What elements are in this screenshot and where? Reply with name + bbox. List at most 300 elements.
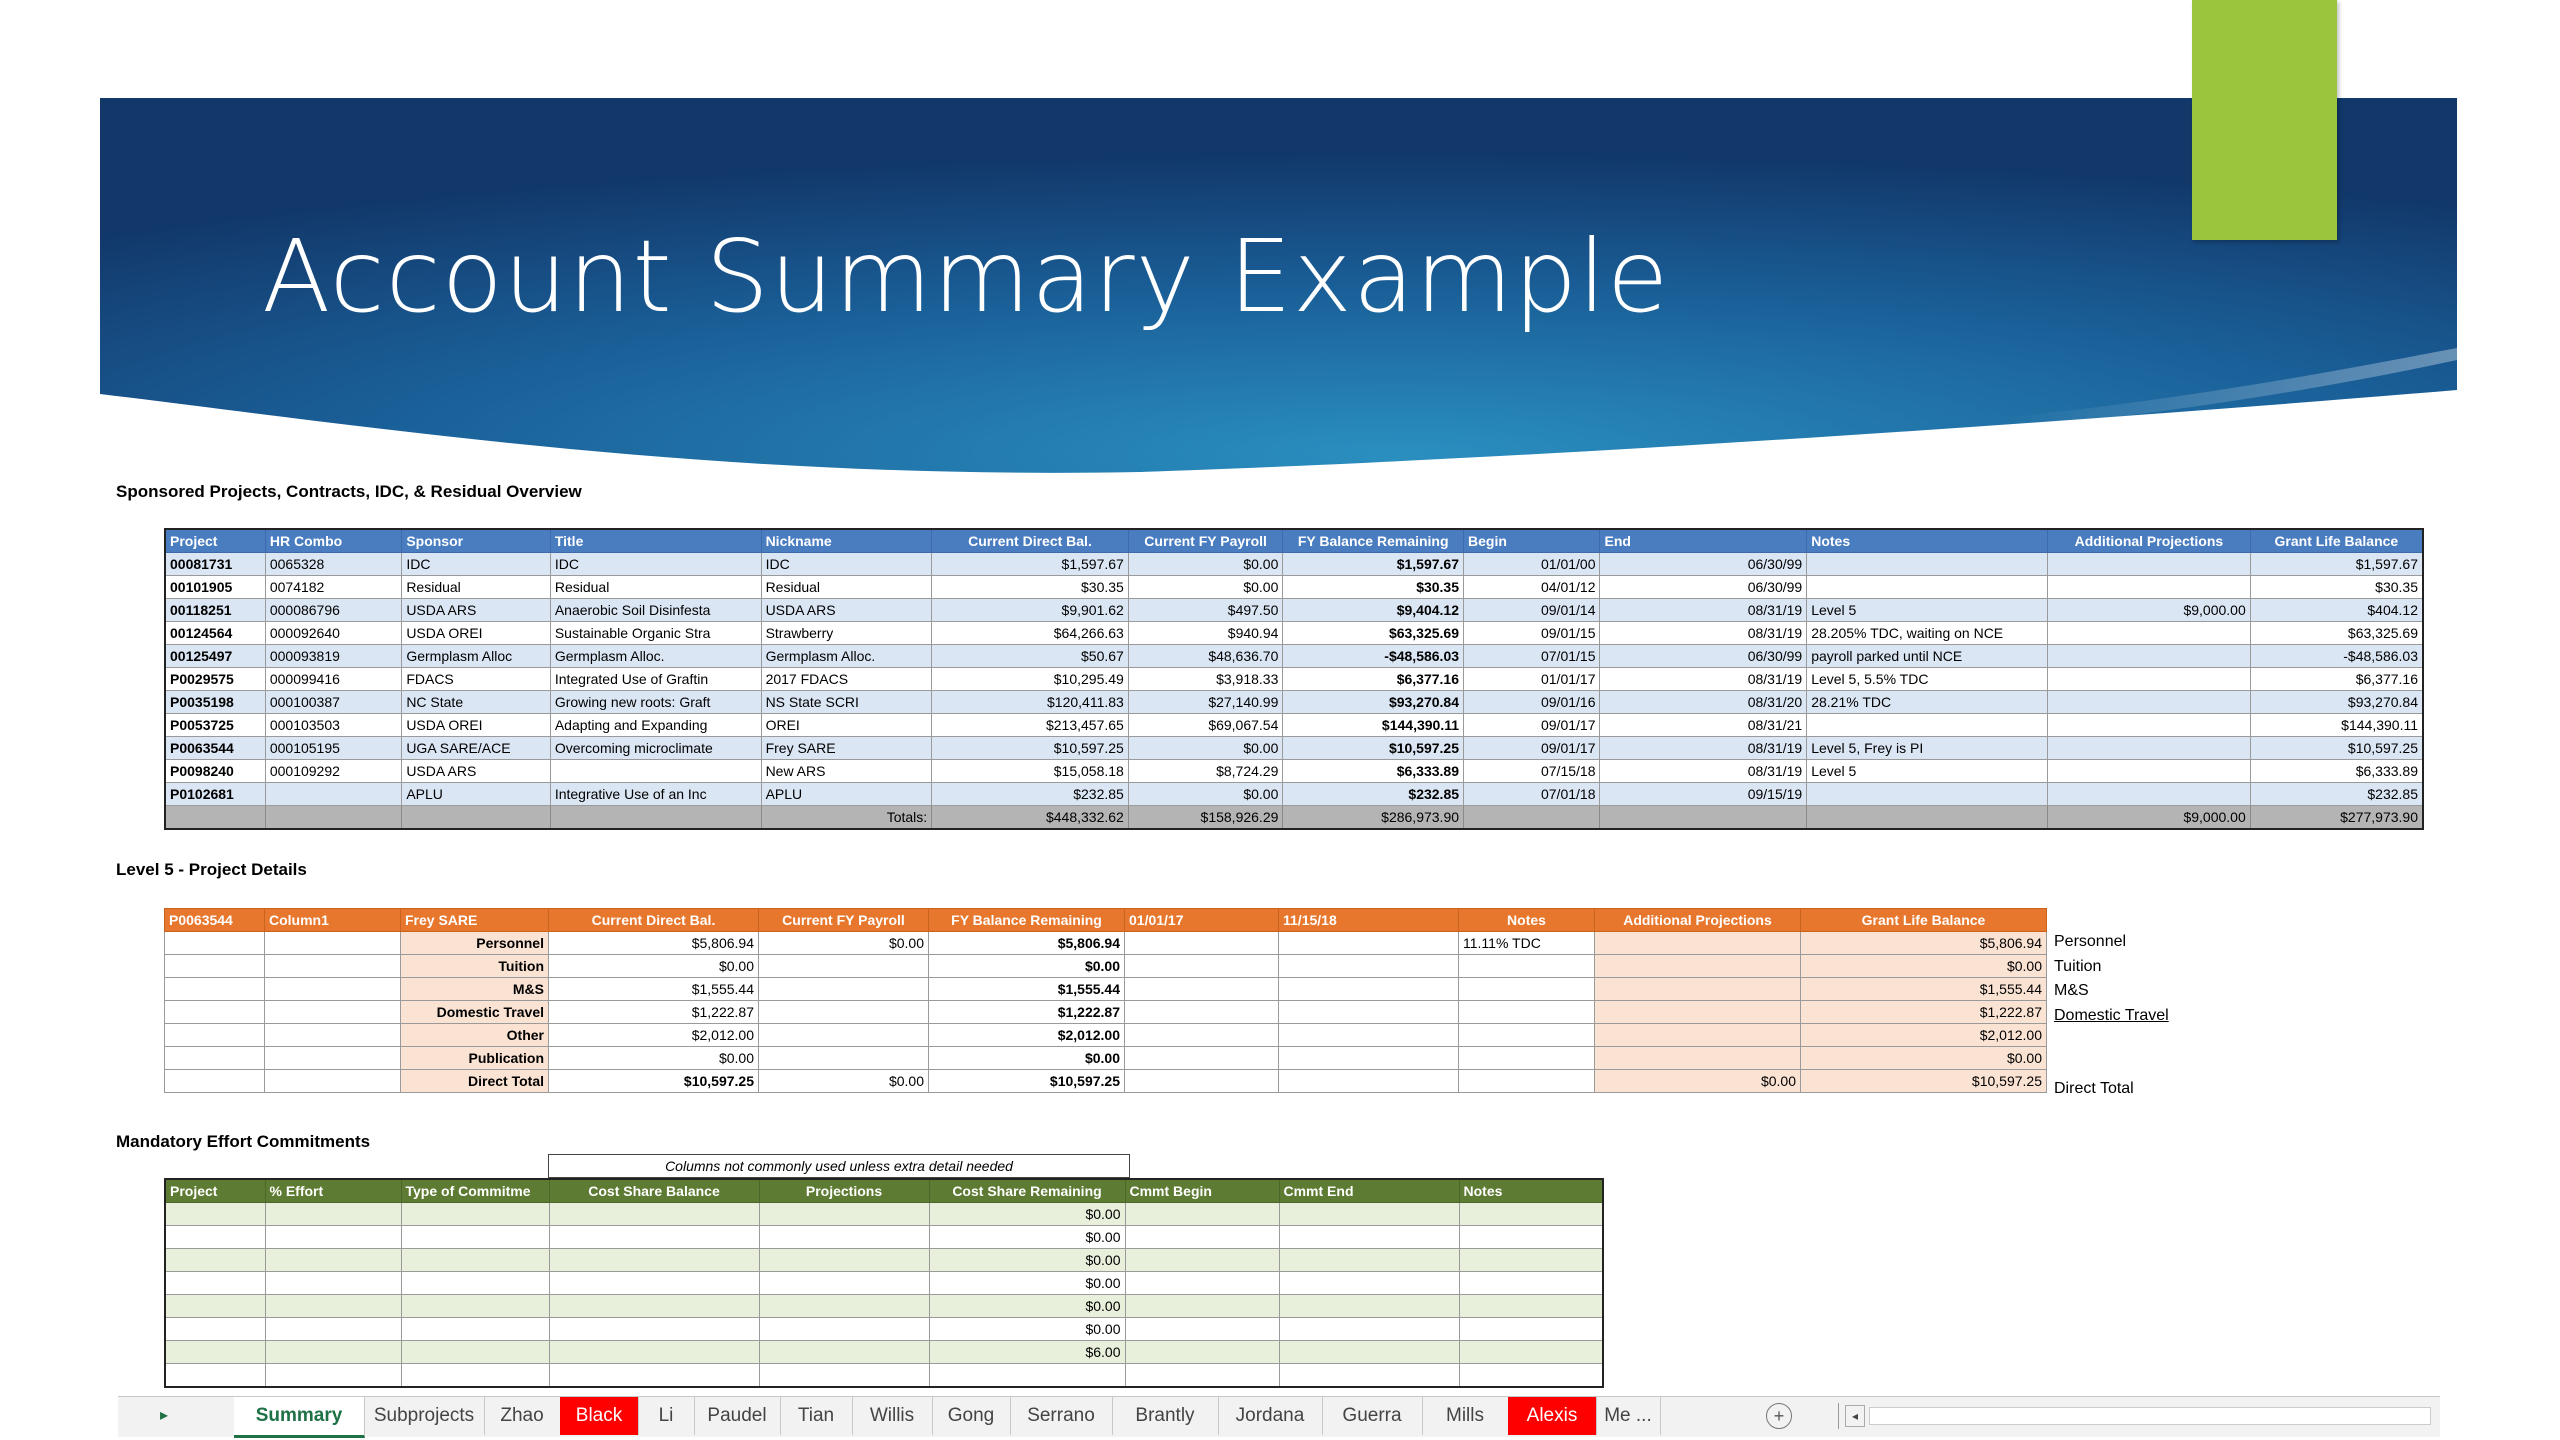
- sheet-tab[interactable]: Li: [638, 1397, 695, 1435]
- table-cell[interactable]: [1459, 1203, 1603, 1226]
- table-cell[interactable]: [549, 1272, 759, 1295]
- table-cell[interactable]: $0.00: [929, 1249, 1125, 1272]
- sheet-tab[interactable]: Black: [560, 1397, 639, 1435]
- table-cell[interactable]: [759, 1203, 929, 1226]
- table-cell[interactable]: 01/01/00: [1464, 553, 1600, 576]
- header-cell[interactable]: Project: [165, 529, 265, 553]
- table-cell[interactable]: Integrated Use of Graftin: [550, 668, 761, 691]
- table-cell[interactable]: $10,597.25: [549, 1070, 759, 1093]
- table-cell[interactable]: [549, 1226, 759, 1249]
- table-cell[interactable]: [1279, 1001, 1459, 1024]
- table-cell[interactable]: $5,806.94: [929, 932, 1125, 955]
- table-cell[interactable]: P0102681: [165, 783, 265, 806]
- table-cell[interactable]: [165, 1249, 265, 1272]
- table-cell[interactable]: 08/31/21: [1600, 714, 1807, 737]
- table-cell[interactable]: [1125, 1001, 1279, 1024]
- table-cell[interactable]: $1,222.87: [549, 1001, 759, 1024]
- table-cell[interactable]: [550, 760, 761, 783]
- sheet-tab[interactable]: Jordana: [1218, 1397, 1323, 1435]
- table-cell[interactable]: 08/31/19: [1600, 599, 1807, 622]
- table-cell[interactable]: [165, 1047, 265, 1070]
- table-cell[interactable]: [1125, 932, 1279, 955]
- header-cell[interactable]: FY Balance Remaining: [1283, 529, 1464, 553]
- table-cell[interactable]: $0.00: [929, 1226, 1125, 1249]
- table-cell[interactable]: $0.00: [929, 1318, 1125, 1341]
- table-cell[interactable]: [165, 1318, 265, 1341]
- table-cell[interactable]: Residual: [550, 576, 761, 599]
- table-cell[interactable]: Germplasm Alloc.: [550, 645, 761, 668]
- table-cell[interactable]: $0.00: [549, 1047, 759, 1070]
- table-cell[interactable]: [2048, 668, 2251, 691]
- sheet-tab[interactable]: Zhao: [484, 1397, 561, 1435]
- totals-cell[interactable]: $9,000.00: [2048, 806, 2251, 830]
- table-cell[interactable]: 08/31/19: [1600, 668, 1807, 691]
- table-cell[interactable]: [759, 1001, 929, 1024]
- table-cell[interactable]: $144,390.11: [2250, 714, 2423, 737]
- totals-cell[interactable]: [165, 806, 265, 830]
- table-cell[interactable]: $2,012.00: [1801, 1024, 2047, 1047]
- table-cell[interactable]: 00081731: [165, 553, 265, 576]
- table-cell[interactable]: [265, 1024, 401, 1047]
- table-cell[interactable]: IDC: [402, 553, 551, 576]
- sheet-tab[interactable]: Guerra: [1322, 1397, 1423, 1435]
- table-cell[interactable]: Overcoming microclimate: [550, 737, 761, 760]
- table-cell[interactable]: [1125, 1070, 1279, 1093]
- table-cell[interactable]: 04/01/12: [1464, 576, 1600, 599]
- table-cell[interactable]: payroll parked until NCE: [1807, 645, 2048, 668]
- table-cell[interactable]: $6,333.89: [1283, 760, 1464, 783]
- table-cell[interactable]: [1595, 1047, 1801, 1070]
- table-cell[interactable]: $5,806.94: [549, 932, 759, 955]
- table-cell[interactable]: [1807, 576, 2048, 599]
- totals-cell[interactable]: Totals:: [761, 806, 932, 830]
- table-cell[interactable]: [165, 1226, 265, 1249]
- horizontal-scrollbar[interactable]: [1838, 1403, 2439, 1429]
- table-cell[interactable]: [759, 1024, 929, 1047]
- table-cell[interactable]: [265, 1295, 401, 1318]
- table-cell[interactable]: [1125, 1249, 1279, 1272]
- table-cell[interactable]: $64,266.63: [932, 622, 1129, 645]
- table-cell[interactable]: New ARS: [761, 760, 932, 783]
- sheet-nav-right-icon[interactable]: ▸: [160, 1407, 169, 1424]
- table-cell[interactable]: [265, 783, 401, 806]
- table-cell[interactable]: OREI: [761, 714, 932, 737]
- table-cell[interactable]: [1595, 955, 1801, 978]
- table-cell[interactable]: 08/31/19: [1600, 622, 1807, 645]
- table-cell[interactable]: [1459, 1295, 1603, 1318]
- table-cell[interactable]: USDA OREI: [402, 622, 551, 645]
- table-cell[interactable]: [1459, 1070, 1595, 1093]
- table-cell[interactable]: [1807, 553, 2048, 576]
- header-cell[interactable]: Cmmt Begin: [1125, 1179, 1279, 1203]
- table-cell[interactable]: 000092640: [265, 622, 401, 645]
- table-cell[interactable]: USDA ARS: [761, 599, 932, 622]
- table-cell[interactable]: 00125497: [165, 645, 265, 668]
- table-cell[interactable]: NS State SCRI: [761, 691, 932, 714]
- table-cell[interactable]: -$48,586.03: [1283, 645, 1464, 668]
- totals-cell[interactable]: $158,926.29: [1128, 806, 1283, 830]
- table-cell[interactable]: [401, 1364, 549, 1388]
- totals-cell[interactable]: [550, 806, 761, 830]
- table-cell[interactable]: Strawberry: [761, 622, 932, 645]
- table-cell[interactable]: [401, 1295, 549, 1318]
- table-cell[interactable]: 09/01/15: [1464, 622, 1600, 645]
- table-cell[interactable]: [549, 1203, 759, 1226]
- table-cell[interactable]: [759, 1341, 929, 1364]
- table-cell[interactable]: Integrative Use of an Inc: [550, 783, 761, 806]
- table-cell[interactable]: $6,377.16: [2250, 668, 2423, 691]
- header-cell[interactable]: HR Combo: [265, 529, 401, 553]
- table-cell[interactable]: [1459, 978, 1595, 1001]
- table-cell[interactable]: $2,012.00: [929, 1024, 1125, 1047]
- totals-cell[interactable]: [1600, 806, 1807, 830]
- table-cell[interactable]: [265, 1272, 401, 1295]
- table-cell[interactable]: IDC: [761, 553, 932, 576]
- totals-cell[interactable]: [402, 806, 551, 830]
- header-cell[interactable]: Current Direct Bal.: [932, 529, 1129, 553]
- table-cell[interactable]: $10,597.25: [932, 737, 1129, 760]
- table-cell[interactable]: [165, 1295, 265, 1318]
- category-cell[interactable]: M&S: [401, 978, 549, 1001]
- table-cell[interactable]: USDA OREI: [402, 714, 551, 737]
- table-cell[interactable]: [1279, 1341, 1459, 1364]
- sheet-tab[interactable]: Me ...: [1596, 1397, 1661, 1435]
- header-cell[interactable]: Additional Projections: [2048, 529, 2251, 553]
- table-cell[interactable]: $63,325.69: [1283, 622, 1464, 645]
- table-cell[interactable]: $0.00: [549, 955, 759, 978]
- table-cell[interactable]: [1125, 1024, 1279, 1047]
- sheet-tab[interactable]: Serrano: [1010, 1397, 1113, 1435]
- header-cell[interactable]: Current Direct Bal.: [549, 909, 759, 932]
- table-cell[interactable]: [1279, 1249, 1459, 1272]
- table-cell[interactable]: [2048, 691, 2251, 714]
- table-cell[interactable]: NC State: [402, 691, 551, 714]
- table-cell[interactable]: [1279, 1070, 1459, 1093]
- table-cell[interactable]: [265, 932, 401, 955]
- table-cell[interactable]: $15,058.18: [932, 760, 1129, 783]
- table-cell[interactable]: $1,597.67: [1283, 553, 1464, 576]
- table-cell[interactable]: $3,918.33: [1128, 668, 1283, 691]
- table-cell[interactable]: 000086796: [265, 599, 401, 622]
- table-cell[interactable]: Adapting and Expanding: [550, 714, 761, 737]
- table-cell[interactable]: $30.35: [1283, 576, 1464, 599]
- table-cell[interactable]: -$48,586.03: [2250, 645, 2423, 668]
- table-cell[interactable]: 000100387: [265, 691, 401, 714]
- table-cell[interactable]: $30.35: [2250, 576, 2423, 599]
- scroll-track[interactable]: [1869, 1407, 2431, 1425]
- table-cell[interactable]: IDC: [550, 553, 761, 576]
- table-cell[interactable]: [165, 978, 265, 1001]
- table-cell[interactable]: $213,457.65: [932, 714, 1129, 737]
- table-cell[interactable]: $9,901.62: [932, 599, 1129, 622]
- table-cell[interactable]: [929, 1364, 1125, 1388]
- table-cell[interactable]: [549, 1318, 759, 1341]
- table-cell[interactable]: Sustainable Organic Stra: [550, 622, 761, 645]
- table-cell[interactable]: [759, 1226, 929, 1249]
- table-cell[interactable]: $0.00: [929, 1203, 1125, 1226]
- table-cell[interactable]: [1125, 1047, 1279, 1070]
- table-cell[interactable]: 00101905: [165, 576, 265, 599]
- table-cell[interactable]: [1125, 1341, 1279, 1364]
- category-cell[interactable]: Domestic Travel: [401, 1001, 549, 1024]
- header-cell[interactable]: Cost Share Balance: [549, 1179, 759, 1203]
- table-cell[interactable]: [1279, 1318, 1459, 1341]
- header-cell[interactable]: Additional Projections: [1595, 909, 1801, 932]
- header-cell[interactable]: Notes: [1807, 529, 2048, 553]
- table-cell[interactable]: 000093819: [265, 645, 401, 668]
- table-cell[interactable]: [165, 1272, 265, 1295]
- table-cell[interactable]: $404.12: [2250, 599, 2423, 622]
- table-cell[interactable]: 2017 FDACS: [761, 668, 932, 691]
- table-cell[interactable]: $9,404.12: [1283, 599, 1464, 622]
- table-cell[interactable]: [759, 1295, 929, 1318]
- totals-cell[interactable]: $277,973.90: [2250, 806, 2423, 830]
- table-cell[interactable]: $27,140.99: [1128, 691, 1283, 714]
- table-cell[interactable]: [1279, 932, 1459, 955]
- header-cell[interactable]: Title: [550, 529, 761, 553]
- table-cell[interactable]: [2048, 622, 2251, 645]
- table-cell[interactable]: [165, 1070, 265, 1093]
- table-cell[interactable]: 07/15/18: [1464, 760, 1600, 783]
- table-cell[interactable]: $1,597.67: [2250, 553, 2423, 576]
- table-cell[interactable]: 000103503: [265, 714, 401, 737]
- sheet-tab[interactable]: Summary: [234, 1397, 365, 1438]
- table-cell[interactable]: P0098240: [165, 760, 265, 783]
- table-cell[interactable]: [1595, 1024, 1801, 1047]
- sheet-tab[interactable]: Brantly: [1112, 1397, 1219, 1435]
- sheet-tab[interactable]: Mills: [1422, 1397, 1509, 1435]
- table-cell[interactable]: [401, 1226, 549, 1249]
- table-cell[interactable]: [1459, 1318, 1603, 1341]
- header-cell[interactable]: 11/15/18: [1279, 909, 1459, 932]
- table-cell[interactable]: 09/01/16: [1464, 691, 1600, 714]
- table-cell[interactable]: $1,222.87: [929, 1001, 1125, 1024]
- table-cell[interactable]: $10,597.25: [929, 1070, 1125, 1093]
- header-cell[interactable]: Frey SARE: [401, 909, 549, 932]
- table-cell[interactable]: $93,270.84: [2250, 691, 2423, 714]
- table-cell[interactable]: [759, 1047, 929, 1070]
- table-cell[interactable]: $6,377.16: [1283, 668, 1464, 691]
- table-cell[interactable]: [759, 1364, 929, 1388]
- table-cell[interactable]: [265, 1226, 401, 1249]
- table-cell[interactable]: [1459, 1047, 1595, 1070]
- table-cell[interactable]: 08/31/20: [1600, 691, 1807, 714]
- table-cell[interactable]: [401, 1318, 549, 1341]
- table-cell[interactable]: [1125, 1272, 1279, 1295]
- table-cell[interactable]: P0053725: [165, 714, 265, 737]
- table-cell[interactable]: $0.00: [759, 932, 929, 955]
- sheet-tab[interactable]: Paudel: [694, 1397, 781, 1435]
- table-cell[interactable]: P0029575: [165, 668, 265, 691]
- table-cell[interactable]: $6.00: [929, 1341, 1125, 1364]
- table-cell[interactable]: [2048, 553, 2251, 576]
- table-cell[interactable]: $5,806.94: [1801, 932, 2047, 955]
- table-cell[interactable]: $940.94: [1128, 622, 1283, 645]
- table-cell[interactable]: $8,724.29: [1128, 760, 1283, 783]
- table-cell[interactable]: [1279, 1203, 1459, 1226]
- table-cell[interactable]: [759, 955, 929, 978]
- table-cell[interactable]: $0.00: [1128, 783, 1283, 806]
- table-cell[interactable]: $6,333.89: [2250, 760, 2423, 783]
- table-cell[interactable]: [1125, 1364, 1279, 1388]
- table-cell[interactable]: [759, 1249, 929, 1272]
- table-cell[interactable]: 00118251: [165, 599, 265, 622]
- sheet-tab[interactable]: Subprojects: [364, 1397, 485, 1435]
- table-cell[interactable]: 08/31/19: [1600, 737, 1807, 760]
- table-cell[interactable]: $93,270.84: [1283, 691, 1464, 714]
- header-cell[interactable]: FY Balance Remaining: [929, 909, 1125, 932]
- table-cell[interactable]: 09/01/17: [1464, 714, 1600, 737]
- table-cell[interactable]: UGA SARE/ACE: [402, 737, 551, 760]
- table-cell[interactable]: 09/01/14: [1464, 599, 1600, 622]
- table-cell[interactable]: 07/01/15: [1464, 645, 1600, 668]
- table-cell[interactable]: [401, 1272, 549, 1295]
- table-cell[interactable]: $50.67: [932, 645, 1129, 668]
- table-cell[interactable]: $48,636.70: [1128, 645, 1283, 668]
- table-cell[interactable]: Level 5: [1807, 760, 2048, 783]
- table-cell[interactable]: [265, 1070, 401, 1093]
- table-cell[interactable]: [1279, 1364, 1459, 1388]
- table-cell[interactable]: $1,222.87: [1801, 1001, 2047, 1024]
- table-cell[interactable]: [165, 1203, 265, 1226]
- table-cell[interactable]: APLU: [761, 783, 932, 806]
- table-cell[interactable]: $0.00: [1128, 553, 1283, 576]
- header-cell[interactable]: Current FY Payroll: [1128, 529, 1283, 553]
- table-cell[interactable]: [165, 1341, 265, 1364]
- table-cell[interactable]: 09/15/19: [1600, 783, 1807, 806]
- table-cell[interactable]: $0.00: [1801, 955, 2047, 978]
- header-cell[interactable]: End: [1600, 529, 1807, 553]
- table-cell[interactable]: Residual: [761, 576, 932, 599]
- table-cell[interactable]: $0.00: [1128, 737, 1283, 760]
- table-cell[interactable]: [1459, 1364, 1603, 1388]
- add-sheet-icon[interactable]: +: [1766, 1403, 1792, 1429]
- header-cell[interactable]: Notes: [1459, 1179, 1603, 1203]
- table-cell[interactable]: [265, 955, 401, 978]
- table-cell[interactable]: [1125, 1203, 1279, 1226]
- table-cell[interactable]: [759, 978, 929, 1001]
- table-cell[interactable]: $9,000.00: [2048, 599, 2251, 622]
- table-cell[interactable]: Anaerobic Soil Disinfesta: [550, 599, 761, 622]
- table-cell[interactable]: $30.35: [932, 576, 1129, 599]
- table-cell[interactable]: [1125, 1318, 1279, 1341]
- table-cell[interactable]: $10,597.25: [1283, 737, 1464, 760]
- table-cell[interactable]: [1459, 1001, 1595, 1024]
- table-cell[interactable]: [165, 932, 265, 955]
- totals-cell[interactable]: $448,332.62: [932, 806, 1129, 830]
- table-cell[interactable]: [1279, 1226, 1459, 1249]
- header-cell[interactable]: Cost Share Remaining: [929, 1179, 1125, 1203]
- table-cell[interactable]: FDACS: [402, 668, 551, 691]
- table-cell[interactable]: 000105195: [265, 737, 401, 760]
- header-cell[interactable]: Begin: [1464, 529, 1600, 553]
- table-cell[interactable]: $10,597.25: [2250, 737, 2423, 760]
- table-cell[interactable]: Level 5, 5.5% TDC: [1807, 668, 2048, 691]
- header-cell[interactable]: Sponsor: [402, 529, 551, 553]
- table-cell[interactable]: $120,411.83: [932, 691, 1129, 714]
- table-cell[interactable]: $232.85: [2250, 783, 2423, 806]
- table-cell[interactable]: [2048, 645, 2251, 668]
- table-cell[interactable]: $497.50: [1128, 599, 1283, 622]
- category-cell[interactable]: Tuition: [401, 955, 549, 978]
- table-cell[interactable]: $1,597.67: [932, 553, 1129, 576]
- table-cell[interactable]: [1279, 955, 1459, 978]
- table-cell[interactable]: [549, 1341, 759, 1364]
- table-cell[interactable]: Growing new roots: Graft: [550, 691, 761, 714]
- header-cell[interactable]: Type of Commitme: [401, 1179, 549, 1203]
- table-cell[interactable]: [549, 1249, 759, 1272]
- category-cell[interactable]: Direct Total: [401, 1070, 549, 1093]
- sheet-tab[interactable]: Alexis: [1508, 1397, 1597, 1435]
- table-cell[interactable]: [1125, 1226, 1279, 1249]
- table-cell[interactable]: 07/01/18: [1464, 783, 1600, 806]
- table-cell[interactable]: $144,390.11: [1283, 714, 1464, 737]
- table-cell[interactable]: [265, 1364, 401, 1388]
- table-cell[interactable]: [401, 1249, 549, 1272]
- table-cell[interactable]: $0.00: [1801, 1047, 2047, 1070]
- table-cell[interactable]: [1459, 1341, 1603, 1364]
- table-cell[interactable]: $0.00: [1128, 576, 1283, 599]
- header-cell[interactable]: Nickname: [761, 529, 932, 553]
- table-cell[interactable]: 000099416: [265, 668, 401, 691]
- table-cell[interactable]: [549, 1364, 759, 1388]
- table-cell[interactable]: USDA ARS: [402, 599, 551, 622]
- header-cell[interactable]: Column1: [265, 909, 401, 932]
- category-cell[interactable]: Other: [401, 1024, 549, 1047]
- totals-cell[interactable]: [1464, 806, 1600, 830]
- header-cell[interactable]: Grant Life Balance: [2250, 529, 2423, 553]
- table-cell[interactable]: [1459, 1249, 1603, 1272]
- table-cell[interactable]: [265, 1203, 401, 1226]
- table-cell[interactable]: P0063544: [165, 737, 265, 760]
- table-cell[interactable]: APLU: [402, 783, 551, 806]
- table-cell[interactable]: [1279, 1272, 1459, 1295]
- table-cell[interactable]: [1595, 1001, 1801, 1024]
- table-cell[interactable]: [401, 1203, 549, 1226]
- table-cell[interactable]: [1807, 714, 2048, 737]
- table-cell[interactable]: Germplasm Alloc.: [761, 645, 932, 668]
- table-cell[interactable]: [265, 1249, 401, 1272]
- header-cell[interactable]: Cmmt End: [1279, 1179, 1459, 1203]
- table-cell[interactable]: Residual: [402, 576, 551, 599]
- table-cell[interactable]: [1125, 978, 1279, 1001]
- table-cell[interactable]: [165, 1024, 265, 1047]
- header-cell[interactable]: Current FY Payroll: [759, 909, 929, 932]
- table-cell[interactable]: [1125, 1295, 1279, 1318]
- table-cell[interactable]: 00124564: [165, 622, 265, 645]
- table-cell[interactable]: [1459, 955, 1595, 978]
- category-cell[interactable]: Publication: [401, 1047, 549, 1070]
- table-cell[interactable]: 11.11% TDC: [1459, 932, 1595, 955]
- table-cell[interactable]: $2,012.00: [549, 1024, 759, 1047]
- table-cell[interactable]: [1807, 783, 2048, 806]
- table-cell[interactable]: $0.00: [929, 1272, 1125, 1295]
- totals-cell[interactable]: [1807, 806, 2048, 830]
- table-cell[interactable]: $0.00: [759, 1070, 929, 1093]
- sheet-tab[interactable]: Willis: [852, 1397, 933, 1435]
- table-cell[interactable]: [1459, 1272, 1603, 1295]
- table-cell[interactable]: $0.00: [1595, 1070, 1801, 1093]
- table-cell[interactable]: [265, 1047, 401, 1070]
- table-cell[interactable]: [2048, 760, 2251, 783]
- table-cell[interactable]: 0065328: [265, 553, 401, 576]
- table-cell[interactable]: [1279, 1024, 1459, 1047]
- scroll-left-icon[interactable]: ◂: [1845, 1405, 1865, 1427]
- table-cell[interactable]: [2048, 576, 2251, 599]
- table-cell[interactable]: [1459, 1024, 1595, 1047]
- header-cell[interactable]: Project: [165, 1179, 265, 1203]
- table-cell[interactable]: Level 5: [1807, 599, 2048, 622]
